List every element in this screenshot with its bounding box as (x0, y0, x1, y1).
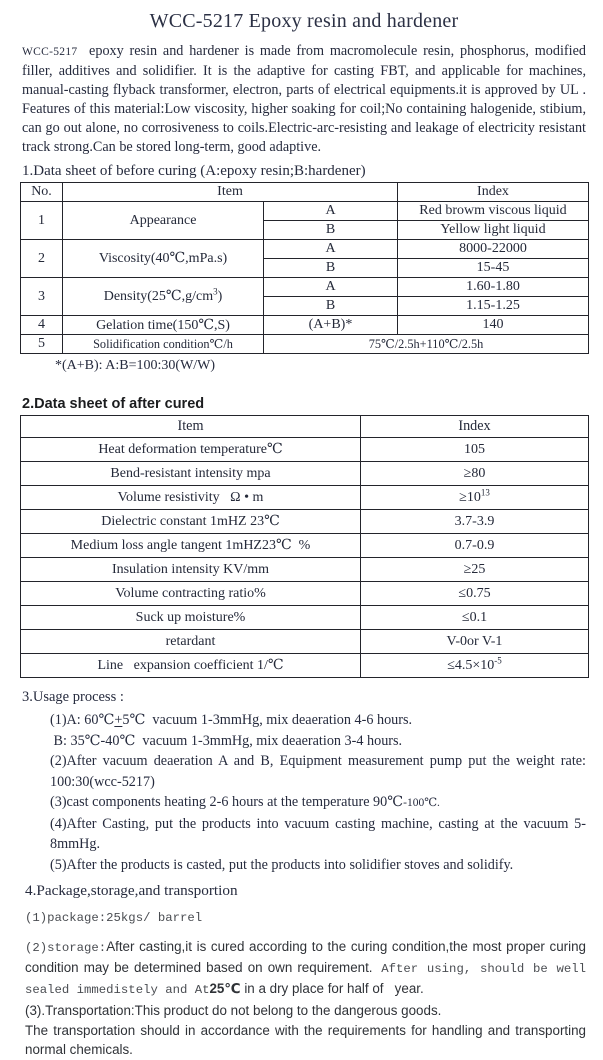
cell-index (361, 654, 589, 678)
cell-component: (A+B)* (264, 316, 398, 335)
table-row (21, 654, 589, 678)
table-header-row (21, 183, 589, 202)
table-row (21, 316, 589, 335)
table-row (21, 462, 589, 486)
cell-item: Appearance (63, 202, 264, 240)
cell-index: 3.7-3.9 (361, 510, 589, 534)
cell-item: Viscosity(40℃,mPa.s) (63, 240, 264, 278)
table-row (21, 582, 589, 606)
cell-item: Insulation intensity KV/mm (21, 558, 361, 582)
col-header-item: Item (63, 183, 398, 202)
cell-component: B (264, 221, 398, 240)
cell-index: ≥25 (361, 558, 589, 582)
table-row (21, 202, 589, 221)
index-base: ≥10 (459, 489, 481, 505)
usage-3-pre: (3)cast components heating 2-6 hours at the temperature 90℃ (50, 794, 404, 810)
storage-temperature: 25℃ (209, 981, 241, 996)
col-header-no: No. (21, 183, 63, 202)
cell-no: 4 (21, 316, 63, 335)
after-cured-table (20, 415, 589, 678)
cell-index: ≥80 (361, 462, 589, 486)
cell-index: 75℃/2.5h+110℃/2.5h (264, 335, 589, 354)
usage-1a-pre: (1)A: 60℃ (50, 712, 115, 728)
density-sup: 3 (213, 286, 218, 297)
cell-index: 0.7-0.9 (361, 534, 589, 558)
cell-component: A (264, 202, 398, 221)
table-header-row (21, 416, 589, 438)
index-sup: -5 (494, 654, 502, 665)
cell-index: Yellow light liquid (398, 221, 589, 240)
col-header-index: Index (361, 416, 589, 438)
storage-prefix: (2)storage: (25, 941, 107, 955)
usage-3-small: -100℃. (403, 797, 440, 809)
section3-heading: 3.Usage process : (22, 689, 124, 705)
cell-index: 1.60-1.80 (398, 278, 589, 297)
package-line: (1)package:25kgs/ barrel (25, 911, 203, 925)
storage-paragraph (25, 937, 594, 1000)
table-row (21, 438, 589, 462)
plus-minus-sign: + (114, 712, 123, 728)
cell-index: 15-45 (398, 259, 589, 278)
table-row (21, 534, 589, 558)
cell-item: retardant (21, 630, 361, 654)
cell-index: 1.15-1.25 (398, 297, 589, 316)
table-row (21, 510, 589, 534)
intro-text: epoxy resin and hardener is made from macromolecule resin, phosphorus, modified filler, additives and solidifier. It is the adaptive for casting FBT, and applicable for machines, manual-casting flyback transformer, electron, parts of electrical equipments.it is approved by UL . Features of this material:Low viscosity, higher soaking for coil;No containing halogenide, stibium, can go out alone, no corrosiveness to coils.Electric-arc-resisting and leakage of electricity resistant track strong.Can be stored long-term, good adaptive. (22, 43, 590, 155)
cell-component: B (264, 259, 398, 278)
cell-component: A (264, 240, 398, 259)
cell-item: Dielectric constant 1mHZ 23℃ (21, 510, 361, 534)
storage-text-2: in a dry place for half of year. (240, 981, 424, 996)
cell-no: 3 (21, 278, 63, 316)
cell-item: Volume resistivity Ω • m (21, 486, 361, 510)
section1-heading: 1.Data sheet of before curing (A:epoxy resin;B:hardener) (22, 163, 366, 179)
cell-no: 5 (21, 335, 63, 354)
cell-index: 8000-22000 (398, 240, 589, 259)
document-title: WCC-5217 Epoxy resin and hardener (149, 10, 459, 32)
cell-index: 140 (398, 316, 589, 335)
table-row (21, 558, 589, 582)
intro-paragraph (22, 42, 590, 157)
index-sup: 13 (480, 486, 490, 497)
transportation-line: (3).Transportation:This product do not belong to the dangerous goods. (25, 1003, 442, 1018)
usage-item-2: (2)After vacuum deaeration A and B, Equipment measurement pump put the weight rate: 100:30(wcc-5217) (50, 753, 586, 790)
cell-index: 105 (361, 438, 589, 462)
table1-note: *(A+B): A:B=100:30(W/W) (55, 358, 216, 373)
cell-no: 1 (21, 202, 63, 240)
cell-index: ≤0.1 (361, 606, 589, 630)
col-header-index: Index (398, 183, 589, 202)
section4-heading: 4.Package,storage,and transportion (25, 882, 238, 899)
usage-item-4: (4)After Casting, put the products into vacuum casting machine, casting at the vacuum 5-8mmHg. (50, 815, 586, 852)
col-header-item: Item (21, 416, 361, 438)
cell-item: Heat deformation temperature℃ (21, 438, 361, 462)
density-label: Density(25℃,g/cm (103, 289, 214, 304)
cell-index: Red browm viscous liquid (398, 202, 589, 221)
cell-index: ≤0.75 (361, 582, 589, 606)
storage-mono-run: After using, should be well sealed immedistely and At (25, 962, 594, 997)
usage-item-5: (5)After the products is casted, put the products into solidifier stoves and solidify. (50, 856, 514, 873)
cell-item: Solidification condition℃/h (63, 335, 264, 354)
product-code: WCC-5217 (22, 46, 78, 58)
table-row (21, 630, 589, 654)
cell-index (361, 486, 589, 510)
usage-item-3 (50, 792, 586, 814)
cell-item: Bend-resistant intensity mpa (21, 462, 361, 486)
before-curing-table (20, 182, 589, 354)
table-row (21, 335, 589, 354)
cell-no: 2 (21, 240, 63, 278)
usage-item-1b: B: 35℃-40℃ vacuum 1-3mmHg, mix deaeration 3-4 hours. (50, 732, 403, 749)
cell-component: A (264, 278, 398, 297)
density-tail: ) (217, 289, 223, 304)
cell-item (63, 278, 264, 316)
cell-item: Suck up moisture% (21, 606, 361, 630)
cell-item: Gelation time(150℃,S) (63, 316, 264, 335)
table-row (21, 486, 589, 510)
cell-item: Volume contracting ratio% (21, 582, 361, 606)
storage-text-1: After casting,it is cured according to the curing condition,the most proper curing condition may be determined based on own requirement. (25, 939, 590, 975)
table-row (21, 606, 589, 630)
cell-item: Medium loss angle tangent 1mHZ23℃ % (21, 534, 361, 558)
usage-item-1a (50, 710, 586, 731)
cell-item: Line expansion coefficient 1/℃ (21, 654, 361, 678)
cell-index: V-0or V-1 (361, 630, 589, 654)
transportation-paragraph: The transportation should in accordance with the requirements for handling and transporting normal chemicals. (25, 1022, 586, 1057)
usage-1a-post: 5℃ vacuum 1-3mmHg, mix deaeration 4-6 hours. (122, 712, 413, 728)
table-row (21, 278, 589, 297)
usage-process-list (22, 710, 586, 875)
table-row (21, 240, 589, 259)
index-base: ≤4.5×10 (447, 657, 495, 673)
cell-component: B (264, 297, 398, 316)
section2-heading: 2.Data sheet of after cured (22, 396, 205, 412)
